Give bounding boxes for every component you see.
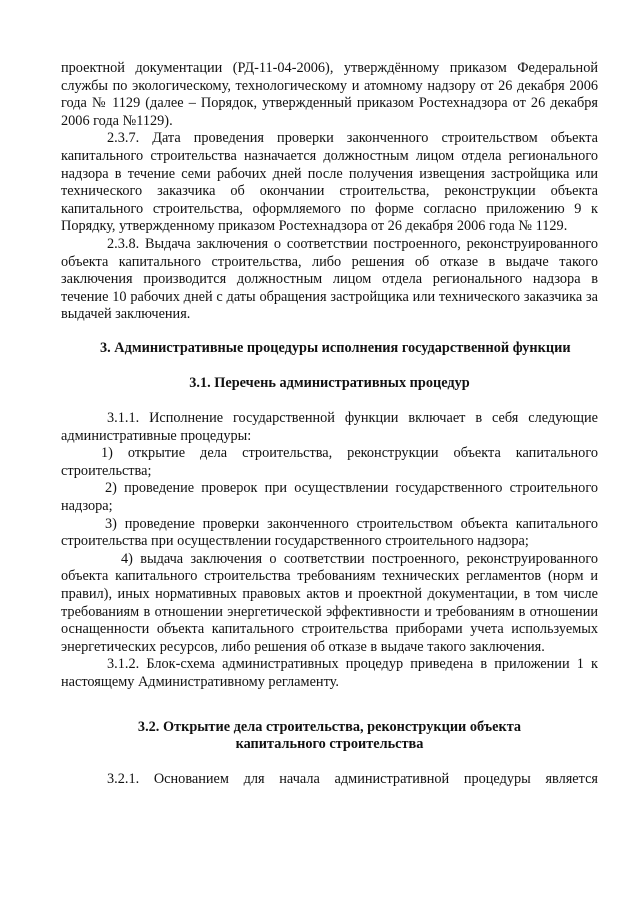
list-item-3: 3) проведение проверки законченного строительством объекта капитального строительства при осуществлении государственного строительного надзора;: [61, 515, 598, 550]
subsection-heading-3-2-line2: капитального строительства: [235, 736, 424, 753]
section-heading-3: 3. Административные процедуры исполнения государственной функции: [100, 339, 571, 356]
paragraph-3-1-1: 3.1.1. Исполнение государственной функции включает в себя следующие административные процедуры:: [61, 410, 598, 444]
paragraph-2-3-8: 2.3.8. Выдача заключения о соответствии построенного, реконструированного объекта капитального строительства, либо решения об отказе в выдаче такого заключения производится должностным лицом отдела регионального надзора в течение 10 рабочих дней с даты обращения застройщика или технического заказчика за выдачей заключения.: [61, 235, 598, 323]
paragraph-2-3-7: 2.3.7. Дата проведения проверки законченного строительством объекта капитального строительства назначается должностным лицом отдела регионального надзора в течение семи рабочих дней после получения извещения застройщика или технического заказчика об окончании строительства, реконструкции объекта капитального строительства, оформляемого по форме согласно приложению 9 к Порядку, утвержденному приказом Ростехнадзора от 26 декабря 2006 года № 1129.: [61, 130, 598, 235]
paragraph-3-2-1: 3.2.1. Основанием для начала административной процедуры является: [107, 770, 598, 787]
subsection-heading-3-1: 3.1. Перечень административных процедур: [189, 374, 470, 391]
list-item-4: 4) выдача заключения о соответствии построенного, реконструированного объекта капитального строительства требованиям технических регламентов (норм и правил), иных нормативных правовых актов и проектной документации, в том числе требованиям в отношении энергетической эффективности и требованиям в отношении оснащенности объекта капитального строительства приборами учета используемых энергетических ресурсов, либо решения об отказе в выдаче такого заключения.: [61, 550, 598, 655]
document-body: [61, 60, 598, 788]
list-item-2: 2) проведение проверок при осуществлении государственного строительного надзора;: [61, 480, 598, 515]
paragraph-continuation: проектной документации (РД-11-04-2006), утверждённому приказом Федеральной службы по экологическому, технологическому и атомному надзору от 26 декабря 2006 года № 1129 (далее – Порядок, утвержденный приказом Ростехнадзора от 26 декабря 2006 года №1129).: [61, 60, 598, 129]
subsection-heading-3-2-line1: 3.2. Открытие дела строительства, реконструкции объекта: [137, 718, 522, 735]
paragraph-3-1-2: 3.1.2. Блок-схема административных процедур приведена в приложении 1 к настоящему Административному регламенту.: [61, 656, 598, 690]
subsection-heading-3-2: [61, 719, 598, 754]
list-item-1: 1) открытие дела строительства, реконструкции объекта капитального строительства;: [61, 445, 598, 479]
